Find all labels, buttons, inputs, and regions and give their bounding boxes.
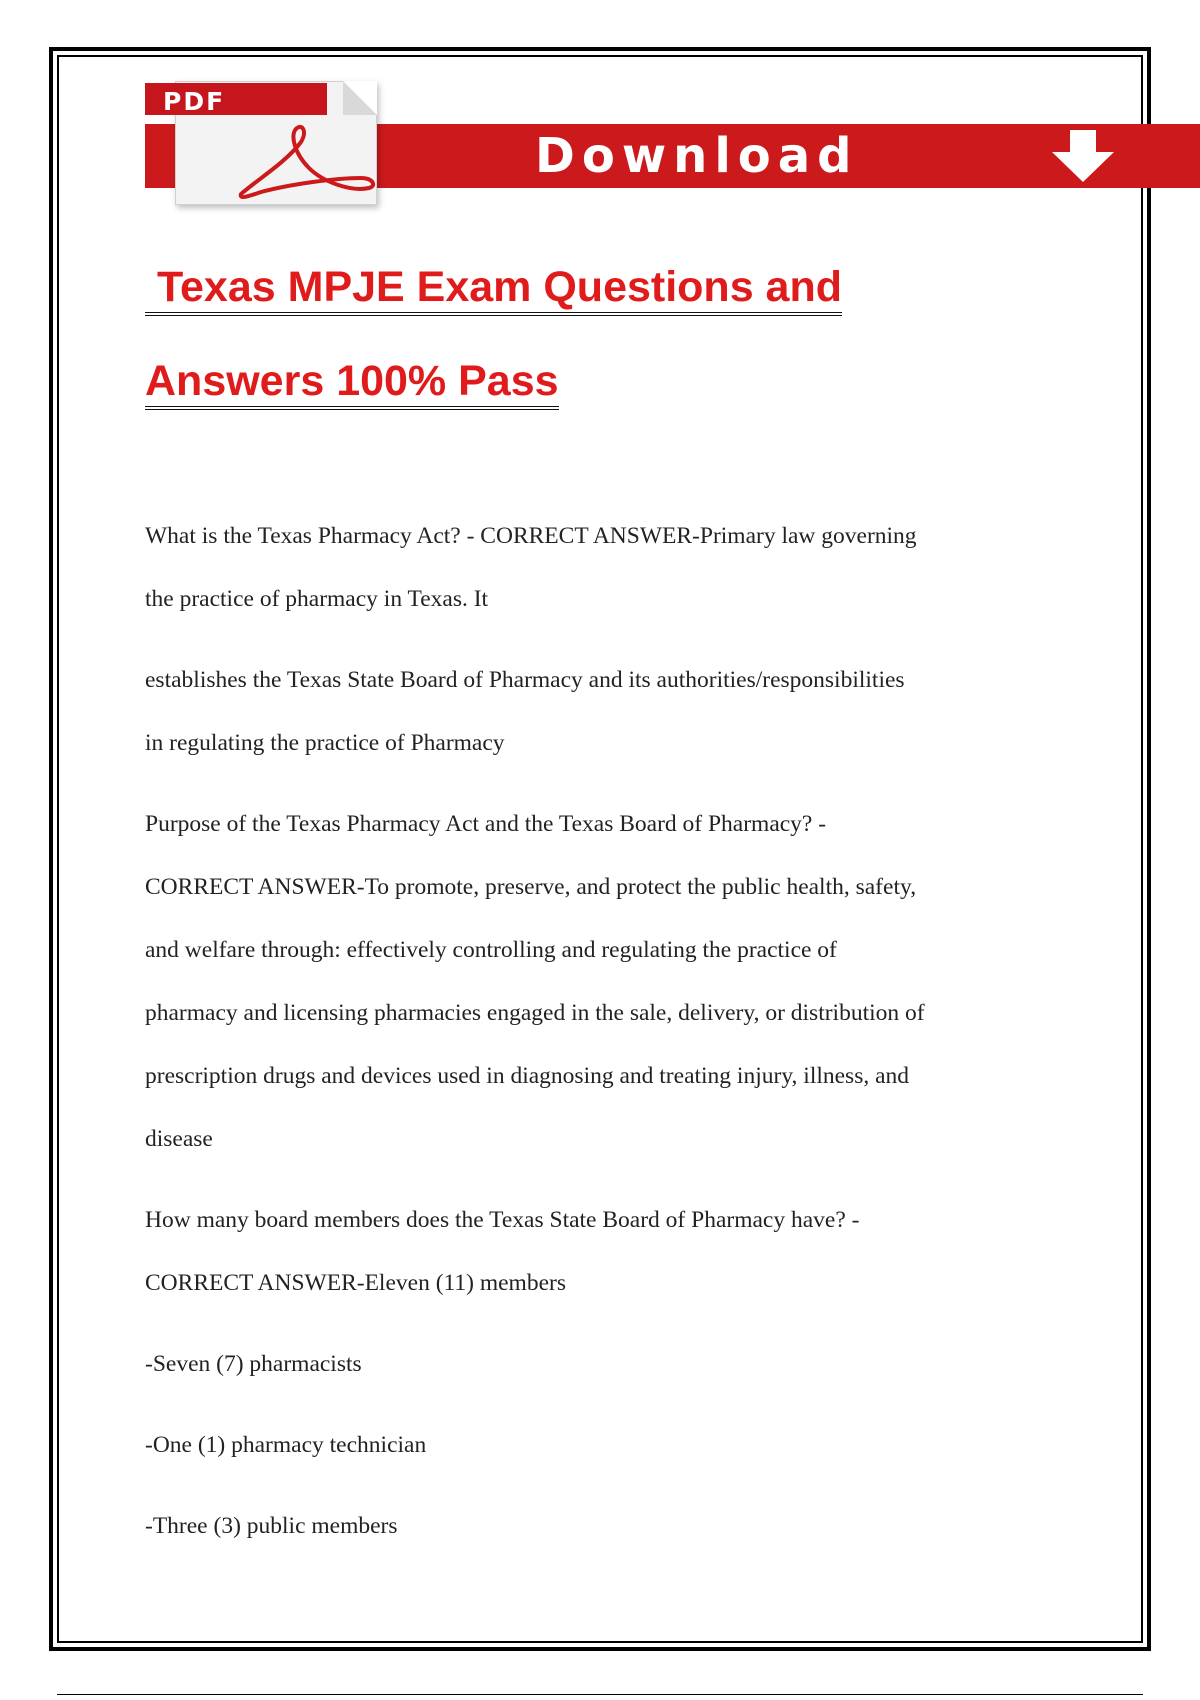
qa-paragraph bbox=[145, 649, 1065, 775]
title-line-2: Answers 100% Pass bbox=[145, 357, 559, 410]
paragraph-line: Purpose of the Texas Pharmacy Act and the Texas Board of Pharmacy? - bbox=[145, 811, 827, 837]
paragraph-line: the practice of pharmacy in Texas. It bbox=[145, 586, 489, 612]
paragraph-line: in regulating the practice of Pharmacy bbox=[145, 730, 505, 756]
qa-paragraph bbox=[145, 793, 1065, 1171]
qa-paragraph bbox=[145, 1414, 1065, 1477]
paragraph-line: CORRECT ANSWER-Eleven (11) members bbox=[145, 1270, 566, 1296]
qa-paragraph bbox=[145, 1333, 1065, 1396]
paragraph-line: pharmacy and licensing pharmacies engaged in the sale, delivery, or distribution of bbox=[145, 1000, 925, 1026]
paragraph-line: -One (1) pharmacy technician bbox=[145, 1432, 427, 1458]
paragraph-line: CORRECT ANSWER-To promote, preserve, and protect the public health, safety, bbox=[145, 874, 917, 900]
qa-paragraph bbox=[145, 1495, 1065, 1558]
paragraph-line: How many board members does the Texas State Board of Pharmacy have? - bbox=[145, 1207, 860, 1233]
qa-paragraph bbox=[145, 1189, 1065, 1315]
paragraph-line: disease bbox=[145, 1126, 213, 1152]
paragraph-line: and welfare through: effectively controlling and regulating the practice of bbox=[145, 937, 837, 963]
title-line-1: Texas MPJE Exam Questions and bbox=[145, 263, 842, 316]
paragraph-line: -Three (3) public members bbox=[145, 1513, 398, 1539]
pdf-tag-label: PDF bbox=[163, 87, 226, 116]
document-title bbox=[145, 240, 1045, 428]
acrobat-logo-icon bbox=[231, 122, 381, 202]
bottom-divider bbox=[57, 1694, 1143, 1695]
document-body bbox=[145, 505, 1065, 1576]
paragraph-line: establishes the Texas State Board of Pharmacy and its authorities/responsibilities bbox=[145, 667, 905, 693]
qa-paragraph bbox=[145, 505, 1065, 631]
download-arrow-icon bbox=[1048, 128, 1118, 184]
paragraph-line: -Seven (7) pharmacists bbox=[145, 1351, 362, 1377]
paragraph-line: What is the Texas Pharmacy Act? - CORRECT ANSWER-Primary law governing bbox=[145, 523, 917, 549]
paragraph-line: prescription drugs and devices used in diagnosing and treating injury, illness, and bbox=[145, 1063, 910, 1089]
pdf-download-banner[interactable] bbox=[145, 77, 1200, 207]
download-label: Download bbox=[535, 128, 859, 184]
page-fold bbox=[343, 81, 377, 115]
